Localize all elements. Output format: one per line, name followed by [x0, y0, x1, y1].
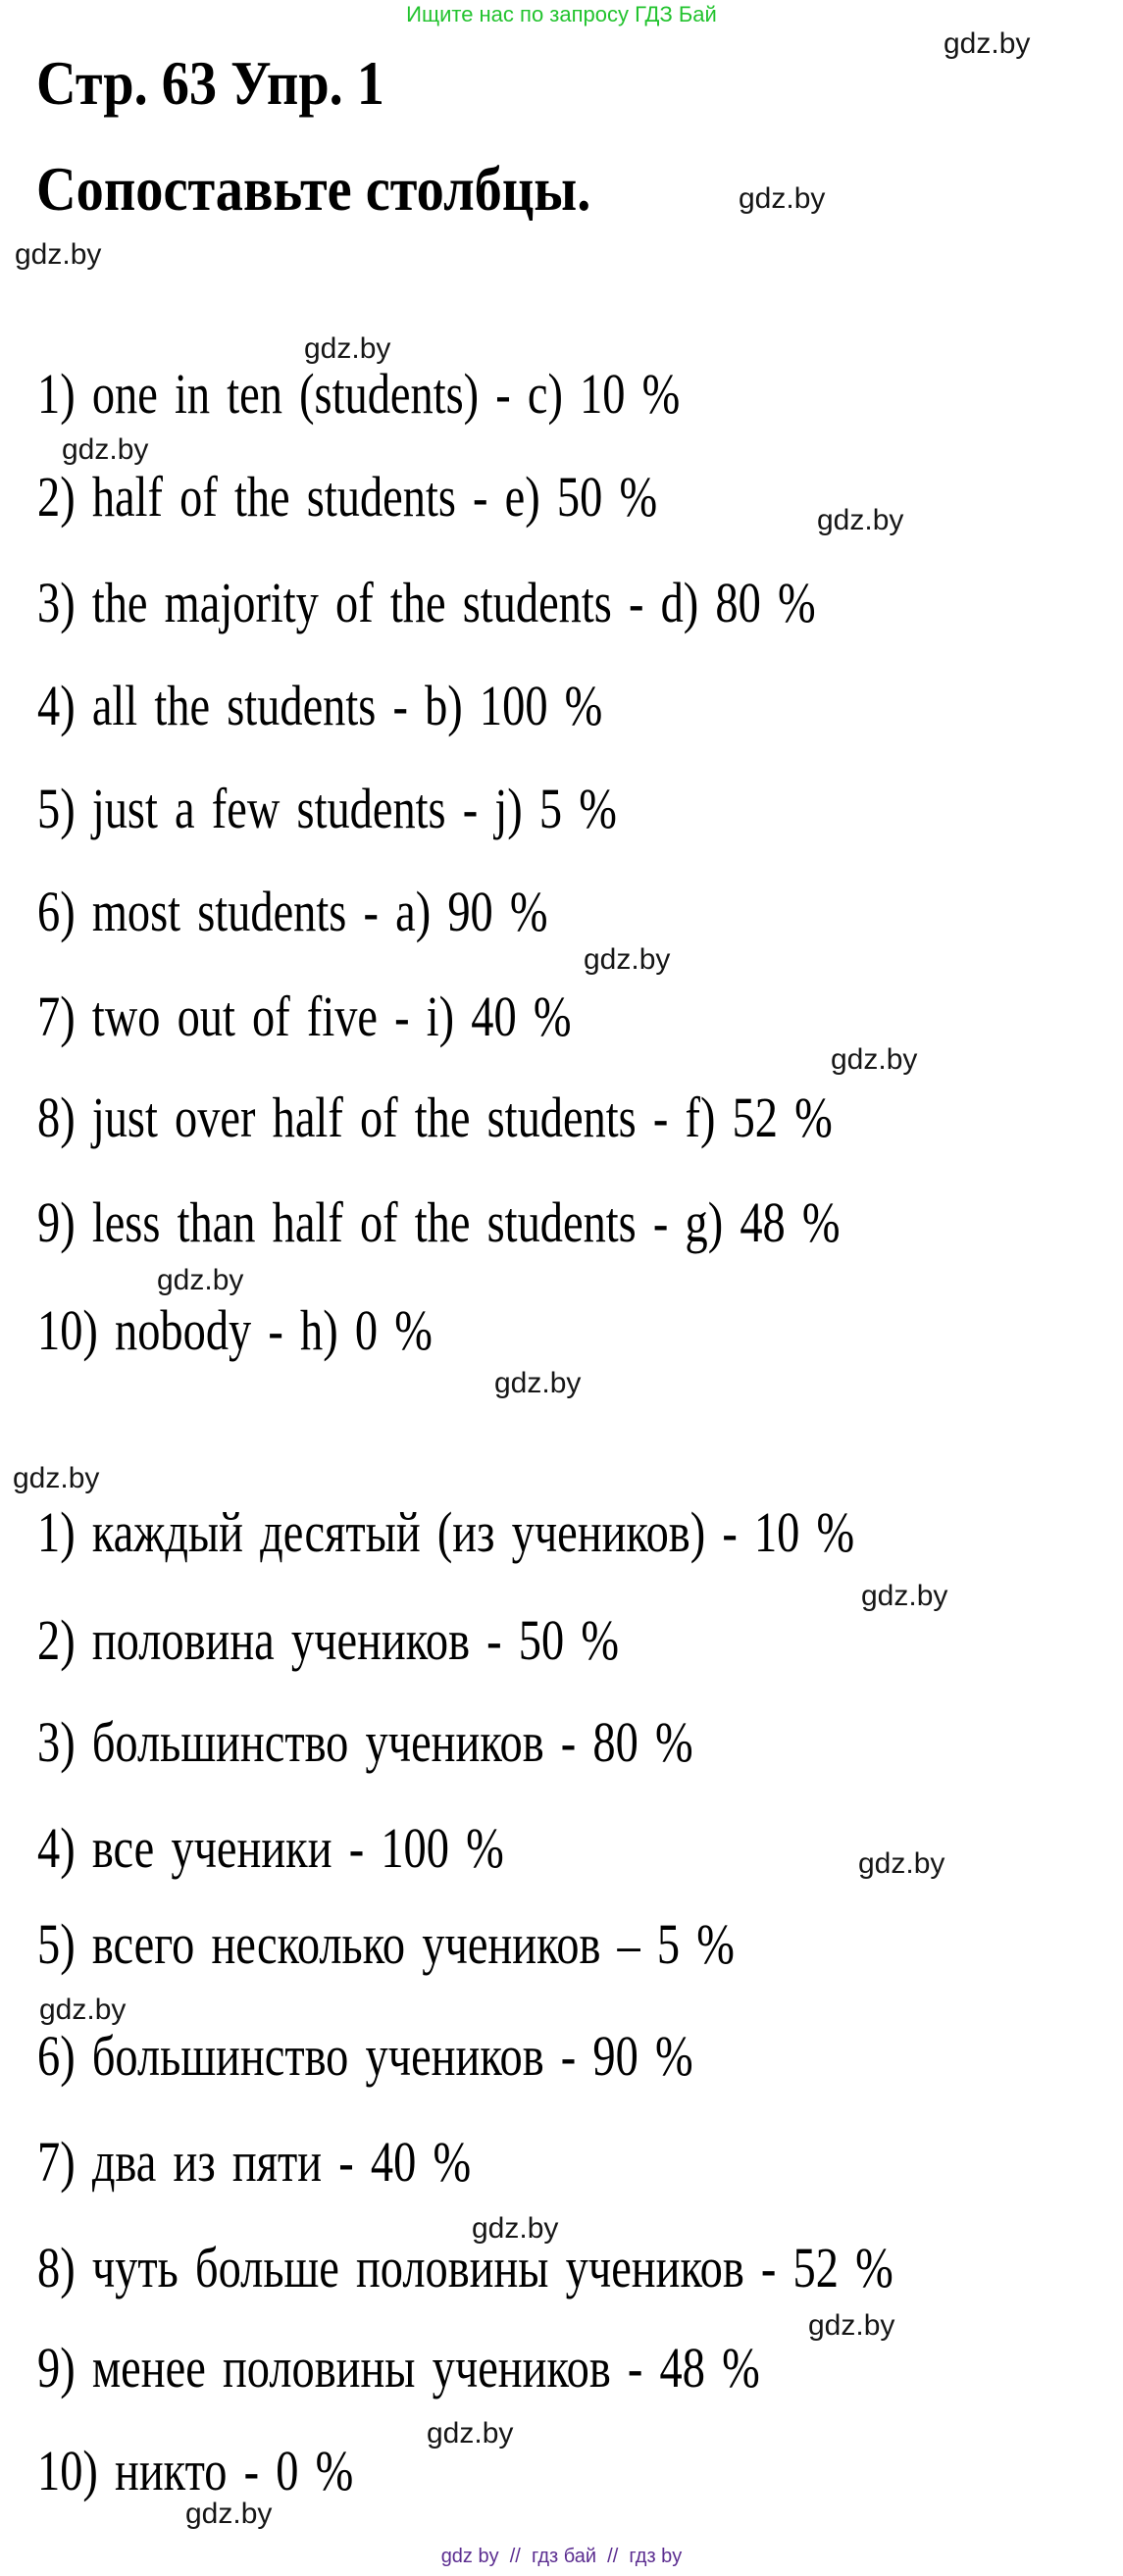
- gdz-watermark: gdz.by: [185, 2498, 273, 2530]
- gdz-watermark: gdz.by: [304, 332, 391, 365]
- promo-banner-text: Ищите нас по запросу ГДЗ Бай: [406, 2, 717, 26]
- gdz-watermark: gdz.by: [944, 27, 1031, 60]
- gdz-watermark: gdz.by: [39, 1994, 127, 2026]
- gdz-watermark: gdz.by: [62, 433, 149, 466]
- russian-item-2: 2) половина учеников - 50 %: [37, 1608, 620, 1672]
- gdz-watermark: gdz.by: [472, 2212, 559, 2245]
- gdz-watermark: gdz.by: [494, 1367, 582, 1399]
- gdz-watermark: gdz.by: [817, 504, 904, 536]
- english-item-6: 6) most students - a) 90 %: [37, 880, 548, 943]
- gdz-watermark: gdz.by: [13, 1462, 100, 1494]
- russian-item-5: 5) всего несколько учеников – 5 %: [37, 1912, 735, 1976]
- russian-item-10: 10) никто - 0 %: [37, 2439, 354, 2502]
- english-item-10: 10) nobody - h) 0 %: [37, 1298, 433, 1362]
- russian-item-8: 8) чуть больше половины учеников - 52 %: [37, 2236, 893, 2299]
- english-item-9: 9) less than half of the students - g) 48 %: [37, 1190, 841, 1254]
- english-item-1: 1) one in ten (students) - c) 10 %: [37, 362, 681, 426]
- russian-item-1: 1) каждый десятый (из учеников) - 10 %: [37, 1500, 855, 1564]
- heading-page-ref: Стр. 63 Упр. 1: [36, 48, 384, 118]
- english-item-5: 5) just a few students - j) 5 %: [37, 777, 617, 840]
- english-item-2: 2) half of the students - e) 50 %: [37, 465, 658, 529]
- gdz-watermark: gdz.by: [157, 1264, 244, 1296]
- heading-task: Сопоставьте столбцы.: [36, 154, 591, 224]
- russian-item-6: 6) большинство учеников - 90 %: [37, 2024, 693, 2088]
- gdz-watermark: gdz.by: [831, 1043, 918, 1076]
- gdz-watermark: gdz.by: [427, 2417, 514, 2450]
- english-item-3: 3) the majority of the students - d) 80 %: [37, 571, 816, 634]
- gdz-watermark: gdz.by: [861, 1580, 948, 1612]
- gdz-watermark: gdz.by: [15, 238, 102, 271]
- russian-item-4: 4) все ученики - 100 %: [37, 1816, 504, 1880]
- gdz-watermark: gdz.by: [808, 2309, 895, 2342]
- russian-item-7: 7) два из пяти - 40 %: [37, 2130, 472, 2194]
- gdz-watermark: gdz.by: [858, 1847, 945, 1880]
- russian-item-3: 3) большинство учеников - 80 %: [37, 1710, 693, 1774]
- footer-text: gdz by // гдз бай // гдз by: [440, 2546, 683, 2567]
- english-item-7: 7) two out of five - i) 40 %: [37, 985, 572, 1048]
- gdz-watermark: gdz.by: [584, 943, 671, 976]
- gdz-watermark: gdz.by: [739, 182, 826, 215]
- russian-item-9: 9) менее половины учеников - 48 %: [37, 2336, 760, 2399]
- english-item-8: 8) just over half of the students - f) 52 %: [37, 1086, 833, 1149]
- english-item-4: 4) all the students - b) 100 %: [37, 674, 603, 737]
